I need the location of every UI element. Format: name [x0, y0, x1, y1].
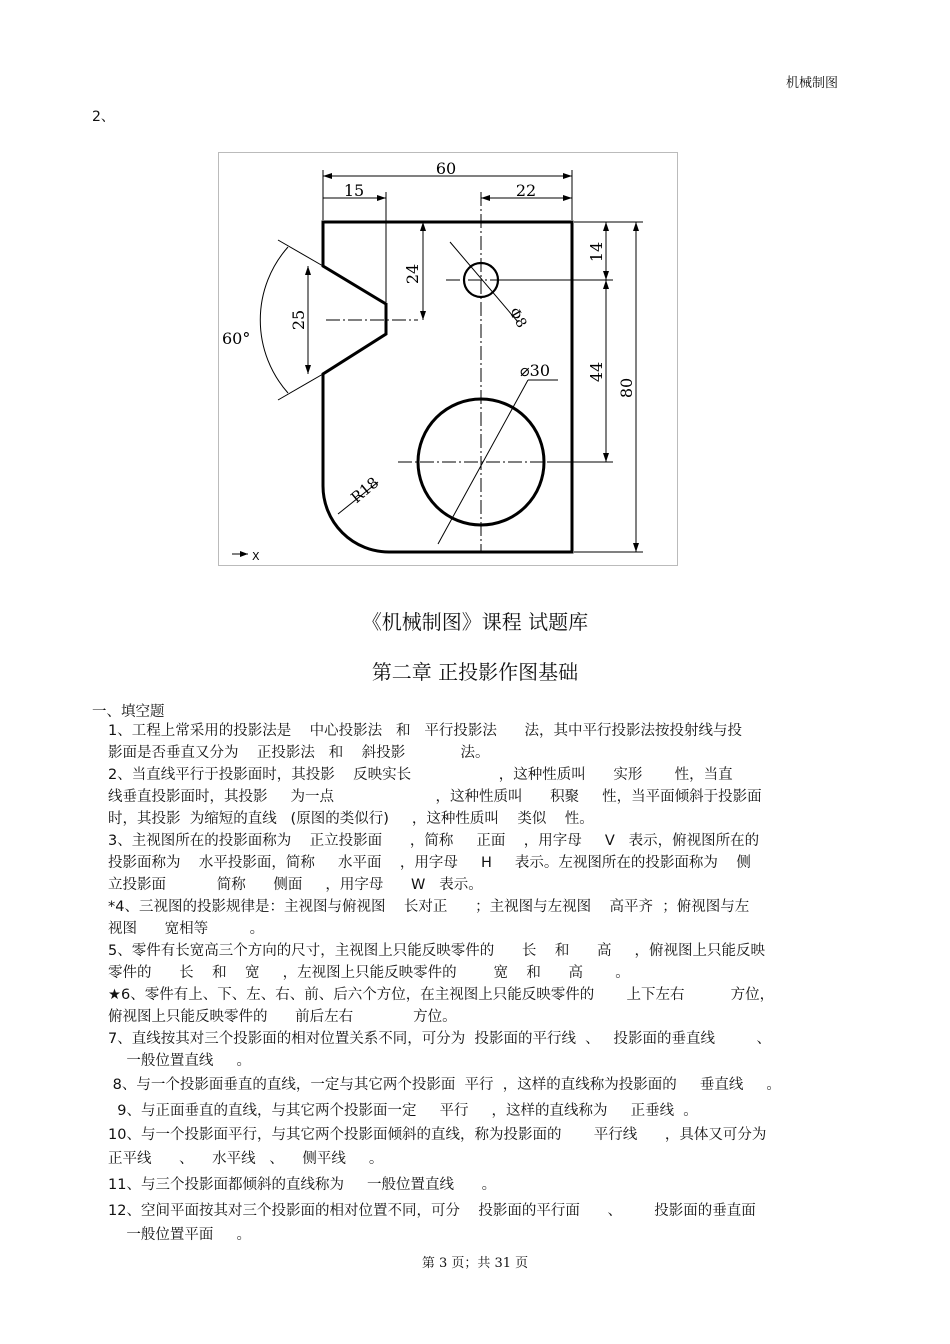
dim-25: 25 — [289, 309, 308, 331]
dim-60: 60 — [435, 159, 457, 178]
text-line: 1、工程上常采用的投影法是 中心投影法 和 平行投影法 法，其中平行投影法按投射线与投 — [108, 723, 742, 739]
text-line: 10、与一个投影面平行，与其它两个投影面倾斜的直线，称为投影面的 平行线 ，具体又可分为 — [108, 1127, 767, 1143]
dim-15: 15 — [343, 181, 365, 200]
text-line: 5、零件有长宽高三个方向的尺寸，主视图上只能反映零件的 长 和 高 ，俯视图上只能反映 — [108, 943, 766, 959]
dim-phi30: ⌀30 — [520, 361, 550, 380]
dim-angle: 60° — [222, 329, 251, 348]
text-line: 视图 宽相等 。 — [108, 921, 265, 937]
text-line: 9、与正面垂直的直线，与其它两个投影面一定 平行 ，这样的直线称为 正垂线 。 — [108, 1103, 698, 1119]
text-line: 7、直线按其对三个投影面的相对位置关系不同，可分为 投影面的平行线 、 投影面的垂直线 、 — [108, 1031, 771, 1047]
document-title: 《机械制图》课程 试题库 — [361, 610, 589, 634]
axis-x-label: X — [252, 550, 260, 563]
text-line: 影面是否垂直又分为 正投影法 和 斜投影 法。 — [108, 745, 490, 761]
text-line: 投影面称为 水平投影面，简称 水平面 ，用字母 H 表示。左视图所在的投影面称为 侧 — [108, 855, 751, 871]
technical-drawing — [218, 152, 678, 566]
text-line: 立投影面 简称 侧面 ，用字母 W 表示。 — [108, 877, 483, 893]
text-line: *4、三视图的投影规律是：主视图与俯视图 长对正 ；主视图与左视图 高平齐 ；俯视图与左 — [108, 899, 750, 915]
page-header: 机械制图 — [785, 76, 838, 91]
page-footer: 第 3 页；共 31 页 — [421, 1256, 529, 1271]
text-line: 8、与一个投影面垂直的直线，一定与其它两个投影面 平行 ，这样的直线称为投影面的 垂直线 。 — [108, 1077, 781, 1093]
text-line: ★6、零件有上、下、左、右、前、后六个方位，在主视图上只能反映零件的 上下左右 方位， — [108, 987, 775, 1003]
text-line: 12、空间平面按其对三个投影面的相对位置不同，可分 投影面的平行面 、 投影面的垂直面 — [108, 1203, 756, 1219]
text-line: 时，其投影 为缩短的直线 (原图的类似行) ，这种性质叫 类似 性。 — [108, 811, 594, 827]
dim-14: 14 — [587, 241, 606, 263]
item-number: 2、 — [92, 109, 115, 125]
text-line: 一般位置平面 。 — [108, 1227, 251, 1243]
section-title: 一、填空题 — [92, 704, 165, 720]
text-line: 俯视图上只能反映零件的 前后左右 方位。 — [108, 1009, 457, 1025]
dim-phi8: Φ8 — [505, 305, 530, 331]
dim-24: 24 — [403, 263, 422, 285]
dim-80: 80 — [617, 377, 636, 399]
text-line: 11、与三个投影面都倾斜的直线称为 一般位置直线 。 — [108, 1177, 497, 1193]
text-line: 零件的 长 和 宽 ，左视图上只能反映零件的 宽 和 高 。 — [108, 965, 630, 981]
dim-22: 22 — [515, 181, 537, 200]
text-line: 3、主视图所在的投影面称为 正立投影面 ，简称 正面 ，用字母 V 表示，俯视图所在的 — [108, 833, 760, 849]
text-line: 线垂直投影面时，其投影 为一点 ，这种性质叫 积聚 性，当平面倾斜于投影面 — [108, 789, 762, 805]
chapter-title: 第二章 正投影作图基础 — [371, 660, 579, 684]
text-line: 一般位置直线 。 — [108, 1053, 251, 1069]
dim-44: 44 — [587, 361, 606, 383]
text-line: 正平线 、 水平线 、 侧平线 。 — [108, 1151, 384, 1167]
dim-r18: R18 — [347, 473, 383, 507]
text-line: 2、当直线平行于投影面时，其投影 反映实长 ，这种性质叫 实形 性，当直 — [108, 767, 733, 783]
